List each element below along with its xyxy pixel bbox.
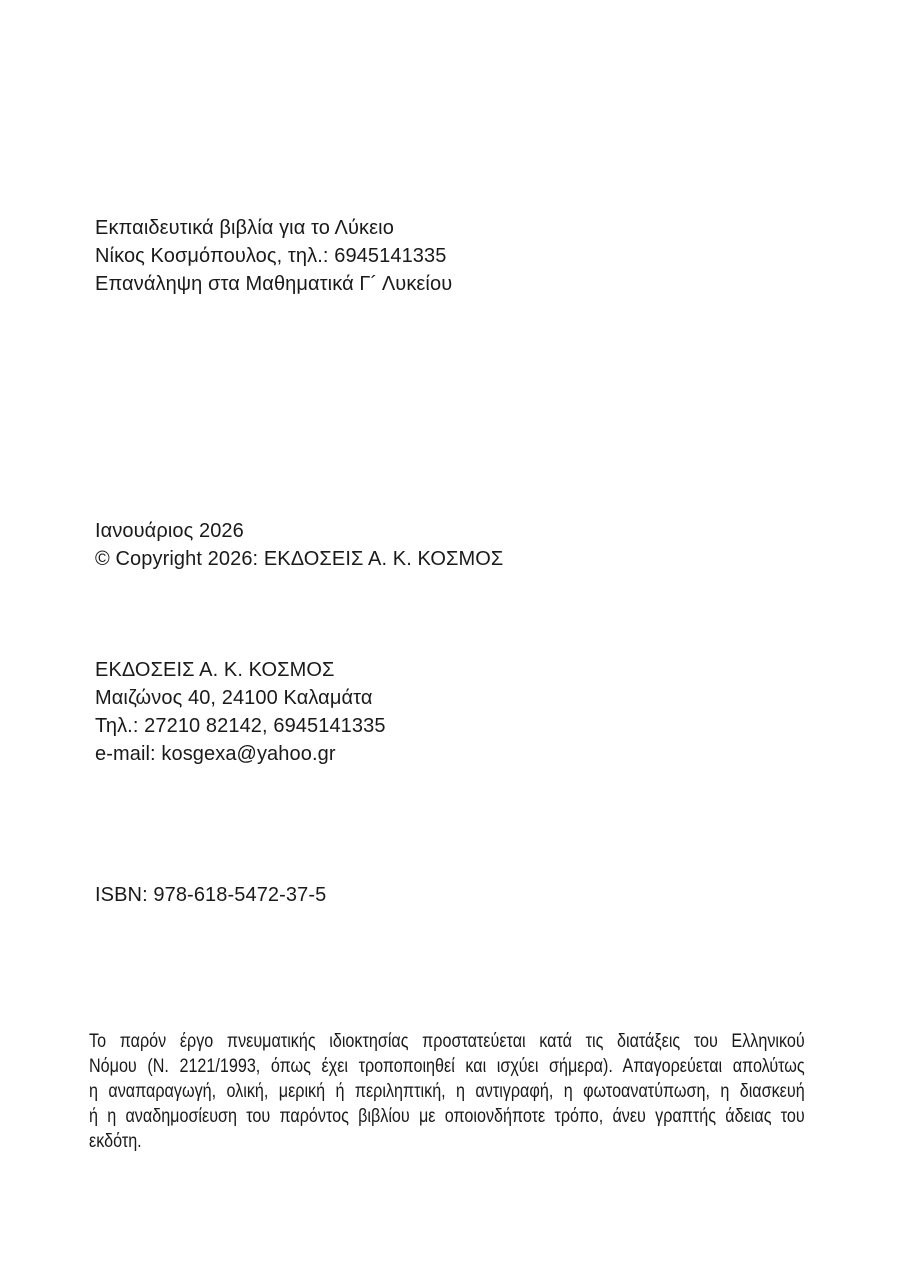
legal-notice xyxy=(89,1029,805,1154)
legal-notice-line: Το παρόν έργο πνευματικής ιδιοκτησίας προστατεύεται κατά τις διατάξεις του Ελληνικού xyxy=(89,1031,805,1052)
edition-block xyxy=(95,517,503,573)
publisher-phones-line: Τηλ.: 27210 82142, 6945141335 xyxy=(95,715,386,737)
legal-notice-line: ή η αναδημοσίευση του παρόντος βιβλίου με οποιονδήποτε τρόπο, άνευ γραπτής άδειας του xyxy=(89,1106,805,1127)
edition-date-line: Ιανουάριος 2026 xyxy=(95,520,244,542)
publisher-block xyxy=(95,656,386,768)
legal-notice-line: Νόμου (Ν. 2121/1993, όπως έχει τροποποιηθεί και ισχύει σήμερα). Απαγορεύεται απολύτως xyxy=(89,1056,805,1077)
series-info-block xyxy=(95,214,452,298)
legal-notice-line: εκδότη. xyxy=(89,1131,142,1152)
legal-notice-line: η αναπαραγωγή, ολική, μερική ή περιληπτική, η αντιγραφή, η φωτοανατύπωση, η διασκευή xyxy=(89,1081,805,1102)
isbn-block xyxy=(95,881,326,909)
isbn-line: ISBN: 978-618-5472-37-5 xyxy=(95,884,327,906)
author-phone-line: Νίκος Κοσμόπουλος, τηλ.: 6945141335 xyxy=(95,245,447,267)
series-line: Εκπαιδευτικά βιβλία για το Λύκειο xyxy=(95,217,394,239)
copyright-line: © Copyright 2026: ΕΚΔΟΣΕΙΣ Α. Κ. ΚΟΣΜΟΣ xyxy=(95,548,504,570)
publisher-address-line: Μαιζώνος 40, 24100 Καλαμάτα xyxy=(95,687,373,709)
book-title-line: Επανάληψη στα Μαθηματικά Γ´ Λυκείου xyxy=(95,273,453,295)
publisher-email-line: e-mail: kosgexa@yahoo.gr xyxy=(95,743,336,765)
publisher-name-line: ΕΚΔΟΣΕΙΣ Α. Κ. ΚΟΣΜΟΣ xyxy=(95,659,335,681)
